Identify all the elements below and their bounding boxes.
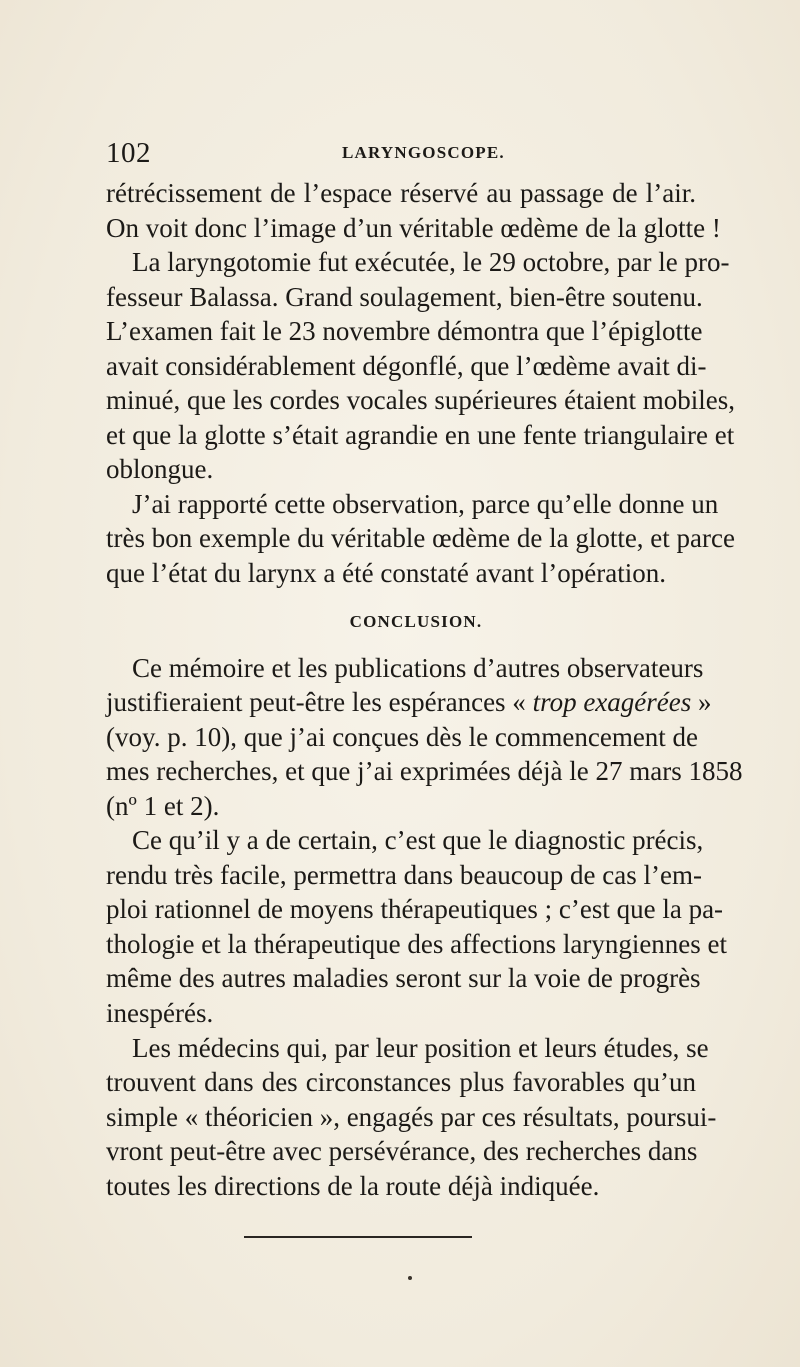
text-line: (nº 1 et 2). — [106, 790, 220, 821]
text-line: toutes les directions de la route déjà indiquée. — [106, 1170, 600, 1201]
text-line: minué, que les cordes vocales supérieures étaient mobiles, — [106, 385, 736, 416]
text-line: thologie et la thérapeutique des affections laryngiennes et — [106, 928, 728, 959]
text-line: et que la glotte s’était agrandie en une fente triangulaire et — [106, 419, 735, 450]
text-line: très bon exemple du véritable œdème de la glotte, et parce — [106, 523, 735, 554]
text-line: ploi rationnel de moyens thérapeutiques ; c’est que la pa- — [106, 894, 724, 925]
text-line: (voy. p. 10), que j’ai conçues dès le commencement de — [106, 721, 699, 752]
text-line: fesseur Balassa. Grand soulagement, bien-être soutenu. — [106, 281, 703, 312]
text-line: trouvent dans des circonstances plus favorables qu’un — [106, 1067, 696, 1098]
page-number: 102 — [106, 137, 151, 169]
end-rule-ornament — [244, 1236, 472, 1240]
text-line — [106, 685, 712, 720]
text-line: oblongue. — [106, 454, 214, 485]
body-text — [106, 176, 743, 1203]
text-line: mes recherches, et que j’ai exprimées déjà le 27 mars 1858 — [106, 756, 743, 787]
text-line: Ce mémoire et les publications d’autres observateurs — [132, 652, 704, 683]
text-line: rétrécissement de l’espace réservé au passage de l’air. — [106, 178, 696, 208]
text-line: L’examen fait le 23 novembre démontra que l’épiglotte — [106, 316, 703, 347]
text-line: Ce qu’il y a de certain, c’est que le diagnostic précis, — [132, 825, 704, 856]
text-fragment: » — [691, 687, 712, 718]
page-header — [106, 137, 698, 169]
text-line: On voit donc l’image d’un véritable œdème de la glotte ! — [106, 212, 721, 243]
text-line: Les médecins qui, par leur position et leurs études, se — [132, 1032, 709, 1063]
text-line: que l’état du larynx a été constaté avant l’opération. — [106, 558, 667, 589]
text-line: J’ai rapporté cette observation, parce qu’elle donne un — [132, 488, 719, 519]
text-line: simple « théoricien », engagés par ces résultats, poursui- — [106, 1101, 717, 1132]
section-heading: CONCLUSION. — [349, 611, 483, 631]
text-line: avait considérablement dégonflé, que l’œdème avait di- — [106, 350, 707, 381]
text-line: rendu très facile, permettra dans beaucoup de cas l’em- — [106, 859, 702, 890]
text-line: La laryngotomie fut exécutée, le 29 octobre, par le pro- — [132, 247, 730, 278]
text-line: même des autres maladies seront sur la voie de progrès — [106, 963, 701, 994]
text-fragment: justifieraient peut-être les espérances « — [106, 687, 533, 718]
italic-phrase: trop exagérées — [532, 687, 692, 718]
running-title: LARYNGOSCOPE. — [342, 143, 505, 162]
text-line: inespérés. — [106, 998, 214, 1029]
ink-speck — [408, 1276, 412, 1280]
text-line: vront peut-être avec persévérance, des recherches dans — [106, 1136, 698, 1167]
